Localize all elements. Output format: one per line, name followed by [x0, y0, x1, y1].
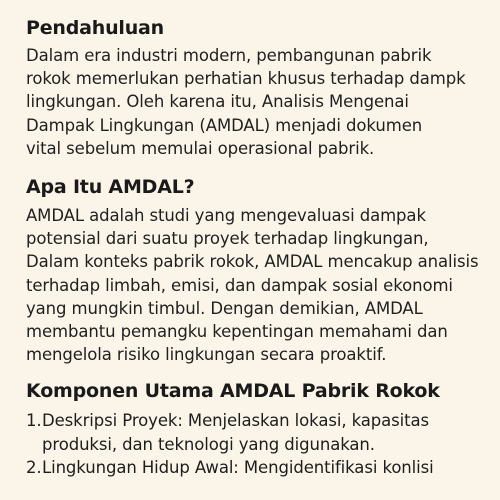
list-item-line: produksi, dan teknologi yang digunakan.: [42, 434, 375, 454]
amdal-paragraph: [26, 204, 480, 366]
paragraph-line: rokok memerlukan perhatian khusus terhadap dampk: [26, 69, 466, 89]
list-item: [26, 409, 480, 455]
paragraph-line: Dalam konteks pabrik rokok, AMDAL mencakup analisis: [26, 252, 479, 272]
list-item-line: Deskripsi Proyek: Menjelaskan lokasi, kapasitas: [42, 411, 430, 431]
paragraph-line: Dampak Lingkungan (AMDAL) menjadi dokumen: [26, 115, 423, 135]
list-item-number: 2.: [26, 457, 42, 477]
paragraph-line: potensial dari suatu proyek terhadap lingkungan,: [26, 229, 429, 249]
list-item-number: 1.: [26, 411, 42, 431]
paragraph-line: membantu pemangku kepentingan memahami dan: [26, 322, 448, 342]
paragraph-line: Dalam era industri modern, pembangunan pabrik: [26, 46, 432, 65]
paragraph-line: AMDAL adalah studi yang mengevaluasi dampak: [26, 206, 426, 226]
section-heading-komponen-utama: Komponen Utama AMDAL Pabrik Rokok: [26, 380, 440, 403]
intro-paragraph: [26, 44, 480, 160]
section-heading-apa-itu-amdal: Apa Itu AMDAL?: [26, 176, 195, 199]
list-item-line: Lingkungan Hidup Awal: Mengidentifikasi konlisi: [42, 457, 434, 477]
komponen-list: [26, 409, 480, 479]
paragraph-line: mengelola risiko lingkungan secara proaktif.: [26, 345, 387, 365]
paragraph-line: vital sebelum memulai operasional pabrik.: [26, 138, 375, 158]
list-item: [26, 456, 480, 479]
paragraph-line: terhadap limbah, emisi, dan dampak sosial ekonomi: [26, 275, 453, 295]
paragraph-line: yang mungkin timbul. Dengan demikian, AMDAL: [26, 298, 423, 318]
section-heading-pendahuluan: Pendahuluan: [26, 17, 164, 39]
paragraph-line: lingkungan. Oleh karena itu, Analisis Mengenai: [26, 92, 409, 112]
